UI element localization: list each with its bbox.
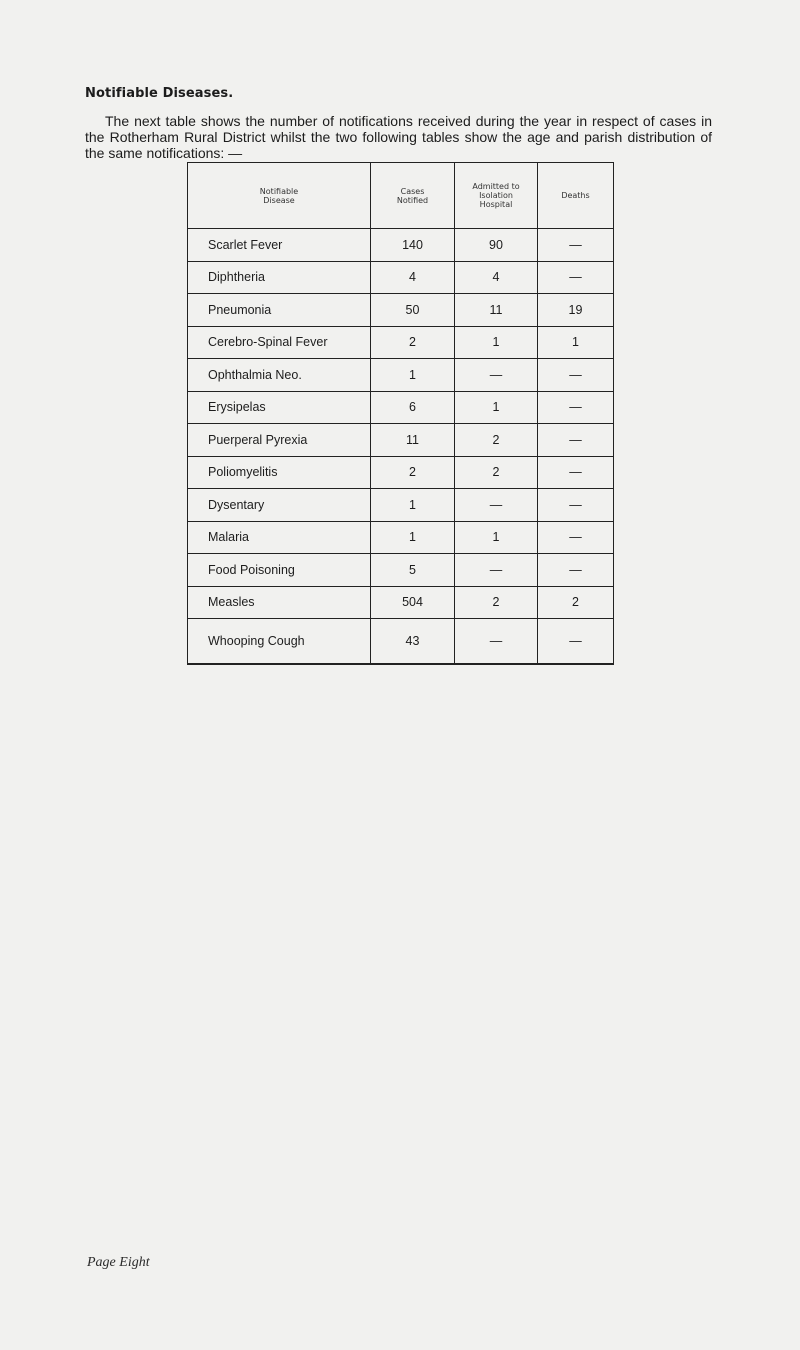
deaths-cell: 19 (538, 294, 614, 327)
page-footer: Page Eight (87, 1255, 150, 1270)
table-row (188, 326, 614, 359)
disease-name-cell: Food Poisoning (188, 554, 371, 587)
admitted-cell: — (455, 489, 538, 522)
table-row (188, 359, 614, 392)
cases-notified-cell: 1 (371, 521, 455, 554)
disease-name-cell: Pneumonia (188, 294, 371, 327)
admitted-cell: — (455, 619, 538, 665)
header-admitted-isolation (455, 163, 538, 229)
table-row (188, 391, 614, 424)
cases-notified-cell: 5 (371, 554, 455, 587)
table-row (188, 456, 614, 489)
admitted-cell: 2 (455, 456, 538, 489)
disease-name-cell: Ophthalmia Neo. (188, 359, 371, 392)
table-header-row (188, 163, 614, 229)
table-row (188, 229, 614, 262)
cases-notified-cell: 140 (371, 229, 455, 262)
header-label: Deaths (561, 191, 590, 200)
cases-notified-cell: 50 (371, 294, 455, 327)
deaths-cell: — (538, 489, 614, 522)
admitted-cell: 4 (455, 261, 538, 294)
table-row (188, 489, 614, 522)
deaths-cell: — (538, 391, 614, 424)
admitted-cell: 2 (455, 424, 538, 457)
table-row (188, 554, 614, 587)
admitted-cell: 90 (455, 229, 538, 262)
table-row (188, 619, 614, 665)
admitted-cell: 1 (455, 326, 538, 359)
admitted-cell: — (455, 359, 538, 392)
disease-name-cell: Erysipelas (188, 391, 371, 424)
table-row (188, 521, 614, 554)
intro-paragraph: The next table shows the number of notifications received during the year in respect of cases in the Rotherham Rural District whilst the two following tables show the age and parish distribution of the same notifications: — (85, 113, 712, 161)
header-label: Notifiable Disease (259, 186, 299, 205)
cases-notified-cell: 1 (371, 359, 455, 392)
deaths-cell: — (538, 521, 614, 554)
deaths-cell: 2 (538, 586, 614, 619)
cases-notified-cell: 1 (371, 489, 455, 522)
disease-name-cell: Measles (188, 586, 371, 619)
admitted-cell: 1 (455, 391, 538, 424)
disease-name-cell: Poliomyelitis (188, 456, 371, 489)
header-deaths (538, 163, 614, 229)
disease-name-cell: Dysentary (188, 489, 371, 522)
admitted-cell: 11 (455, 294, 538, 327)
deaths-cell: — (538, 229, 614, 262)
cases-notified-cell: 6 (371, 391, 455, 424)
disease-name-cell: Malaria (188, 521, 371, 554)
header-cases-notified (371, 163, 455, 229)
cases-notified-cell: 2 (371, 326, 455, 359)
cases-notified-cell: 4 (371, 261, 455, 294)
cases-notified-cell: 2 (371, 456, 455, 489)
cases-notified-cell: 11 (371, 424, 455, 457)
admitted-cell: 2 (455, 586, 538, 619)
disease-name-cell: Whooping Cough (188, 619, 371, 665)
deaths-cell: — (538, 261, 614, 294)
deaths-cell: — (538, 359, 614, 392)
header-label: Admitted to Isolation Hospital (472, 182, 520, 209)
deaths-cell: 1 (538, 326, 614, 359)
header-label: Cases Notified (396, 186, 429, 205)
notifications-table (187, 162, 614, 665)
table-row (188, 586, 614, 619)
deaths-cell: — (538, 554, 614, 587)
admitted-cell: — (455, 554, 538, 587)
cases-notified-cell: 504 (371, 586, 455, 619)
deaths-cell: — (538, 619, 614, 665)
disease-name-cell: Puerperal Pyrexia (188, 424, 371, 457)
admitted-cell: 1 (455, 521, 538, 554)
disease-name-cell: Scarlet Fever (188, 229, 371, 262)
header-notifiable-disease (188, 163, 371, 229)
table-row (188, 294, 614, 327)
table-row (188, 424, 614, 457)
cases-notified-cell: 43 (371, 619, 455, 665)
table-row (188, 261, 614, 294)
disease-name-cell: Diphtheria (188, 261, 371, 294)
deaths-cell: — (538, 456, 614, 489)
disease-name-cell: Cerebro-Spinal Fever (188, 326, 371, 359)
deaths-cell: — (538, 424, 614, 457)
section-heading: Notifiable Diseases. (85, 86, 234, 101)
